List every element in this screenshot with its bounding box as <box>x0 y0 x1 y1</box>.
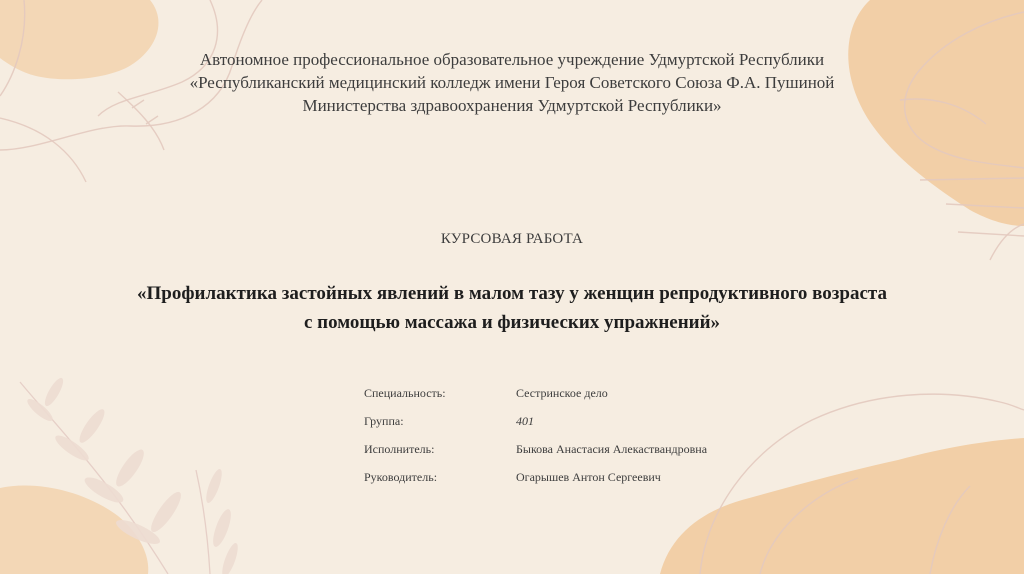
meta-label: Группа: <box>364 414 404 428</box>
meta-value: 401 <box>516 414 534 428</box>
meta-value: Сестринское дело <box>516 386 608 400</box>
document-type: КУРСОВАЯ РАБОТА <box>440 231 584 247</box>
meta-label: Исполнитель: <box>364 442 435 456</box>
institution-line-2: «Республиканский медицинский колледж имени Героя Советского Союза Ф.А. Пушиной <box>189 73 835 92</box>
document-title-line-2: с помощью массажа и физических упражнений» <box>303 312 721 333</box>
meta-label: Руководитель: <box>364 470 438 484</box>
meta-value: Быкова Анастасия Алекаствандровна <box>516 442 708 456</box>
institution-line-1: Автономное профессиональное образовательное учреждение Удмуртской Республики <box>199 50 825 69</box>
institution-line-3: Министерства здравоохранения Удмуртской Республики» <box>302 96 722 115</box>
document-title-line-1: «Профилактика застойных явлений в малом тазу у женщин репродуктивного возраста <box>137 283 887 304</box>
document-title <box>0 279 1024 337</box>
meta-value: Огарышев Антон Сергеевич <box>516 470 661 484</box>
institution-name <box>0 48 1024 117</box>
meta-label: Специальность: <box>364 386 446 400</box>
